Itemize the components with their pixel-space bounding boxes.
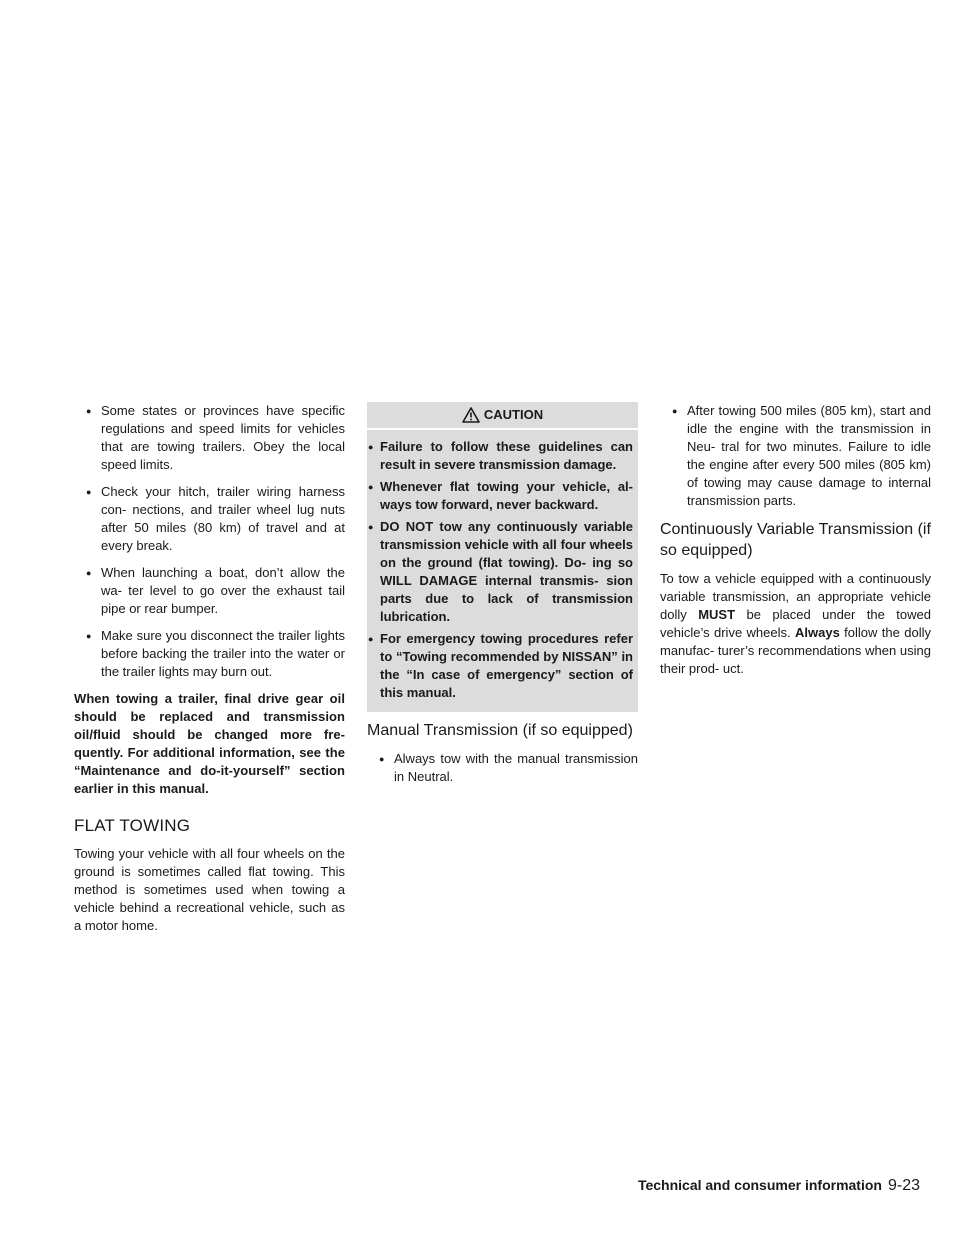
list-item: ● DO NOT tow any continuously variable transmission vehicle with all four wheels on the ground (flat towing). Do- ing so WILL DAMAGE internal transmis- sion parts due to lack of transmission lubrication. <box>367 518 633 626</box>
footer-section-title: Technical and consumer information <box>637 1177 882 1193</box>
caution-box <box>367 402 638 712</box>
cvt-text-part: be placed under the towed vehicle’s drive wheels. <box>660 607 931 640</box>
list-item: ● For emergency towing procedures refer to “Towing recommended by NISSAN” in the “In case of emergency” section of this manual. <box>367 630 633 702</box>
list-item: ● Whenever flat towing your vehicle, al- ways tow forward, never backward. <box>367 478 633 514</box>
list-item: ● After towing 500 miles (805 km), start and idle the engine with the transmission in Neu- tral for two minutes. Failure to idle the engine after every 500 miles (805 km) of towing may cause damage to internal transmission parts. <box>660 402 931 510</box>
manual-transmission-heading: Manual Transmission (if so equipped) <box>367 722 633 739</box>
list-item: ● When launching a boat, don’t allow the wa- ter level to go over the exhaust tail pipe or rear bumper. <box>74 564 345 618</box>
list-item: ● Failure to follow these guidelines can result in severe transmission damage. <box>367 438 633 474</box>
cvt-text-part: follow the dolly manufac- turer’s recommendations when using their prod- uct. <box>660 625 931 676</box>
warning-triangle-icon <box>462 407 480 423</box>
list-item: ● Make sure you disconnect the trailer lights before backing the trailer into the water or the trailer lights may burn out. <box>74 627 345 681</box>
page-number: 9-23 <box>887 1177 920 1194</box>
cvt-text <box>660 570 931 678</box>
towing-idle-list <box>660 402 931 510</box>
cvt-heading: Continuously Variable Transmission (if so equipped) <box>660 521 931 559</box>
flat-towing-text: Towing your vehicle with all four wheels on the ground is sometimes called flat towing. This method is sometimes used when towing a vehicle behind a recreational vehicle, such as a motor home. <box>74 846 345 933</box>
maintenance-note: When towing a trailer, final drive gear oil should be replaced and transmission oil/fluid should be changed more fre- quently. For additional information, see the “Maintenance and do-it-yourself” section earlier in this manual. <box>74 691 345 796</box>
left-column <box>74 402 345 945</box>
caution-header <box>367 402 638 430</box>
flat-towing-heading: FLAT TOWING <box>74 816 191 835</box>
list-item: ● Some states or provinces have specific regulations and speed limits for vehicles that are towing trailers. Obey the local speed limits. <box>74 402 345 474</box>
caution-list <box>367 438 638 702</box>
list-item: ● Always tow with the manual transmission in Neutral. <box>367 750 638 786</box>
must-emphasis: MUST <box>698 607 736 622</box>
list-item: ● Check your hitch, trailer wiring harness con- nections, and trailer wheel lug nuts after 50 miles (80 km) of travel and at every break. <box>74 483 345 555</box>
page-footer <box>638 1177 920 1195</box>
middle-column <box>367 402 638 795</box>
always-emphasis: Always <box>795 625 840 640</box>
manual-transmission-list <box>367 750 638 786</box>
cvt-text-part: To tow a vehicle equipped with a continuously variable transmission, an appropriate vehicle dolly <box>660 571 931 622</box>
right-column <box>660 402 931 688</box>
caution-title: CAUTION <box>483 407 544 422</box>
towing-tips-list <box>74 402 345 681</box>
